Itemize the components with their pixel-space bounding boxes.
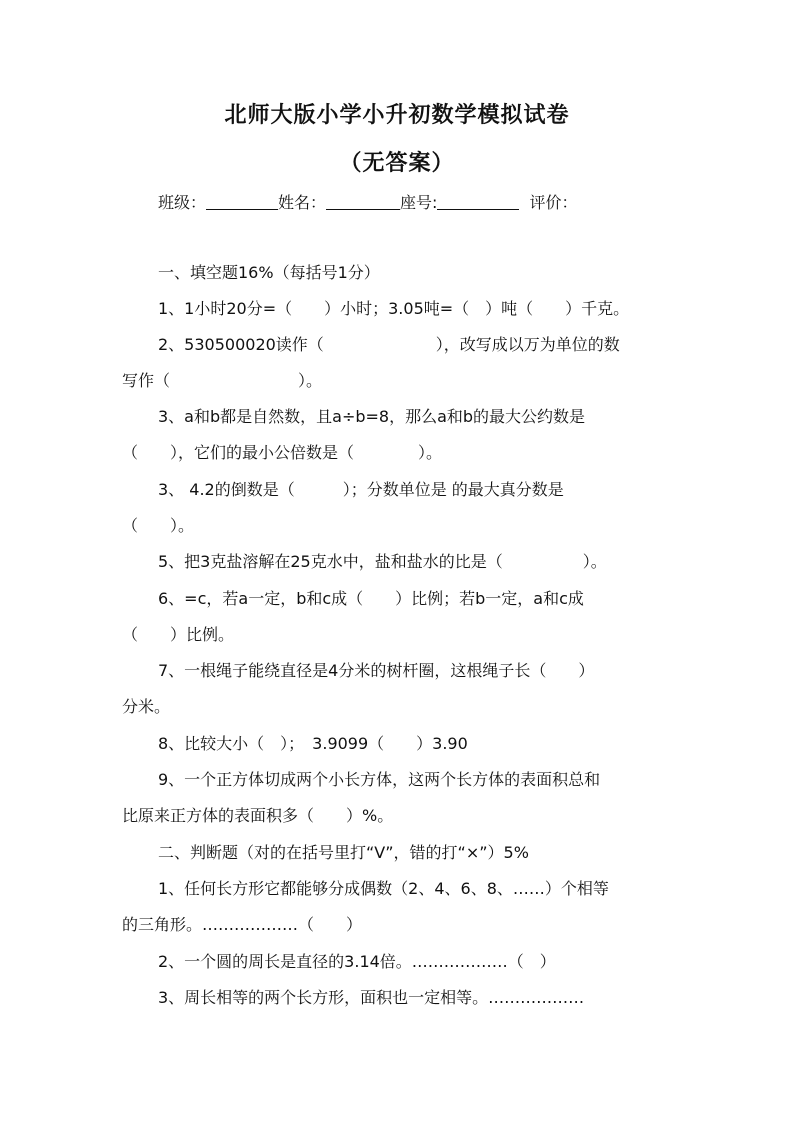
question-1-2-line-2: 写作（ ）。 xyxy=(122,371,323,390)
question-1-6-line-2: （ ）比例。 xyxy=(122,625,235,644)
student-info-row xyxy=(158,192,577,214)
seat-blank xyxy=(437,193,519,210)
question-2-3: 3、周长相等的两个长方形，面积也一定相等。……………… xyxy=(158,988,585,1007)
section-2-heading: 二、判断题（对的在括号里打“V”，错的打“×”）5% xyxy=(158,843,529,862)
question-1-7-line-2: 分米。 xyxy=(122,697,171,716)
question-1-8: 8、比较大小（ ）； 3.9099（ ）3.90 xyxy=(158,734,468,753)
name-blank xyxy=(326,193,400,210)
question-2-2: 2、一个圆的周长是直径的3.14倍。………………（ ） xyxy=(158,952,556,971)
question-1-3-line-1: 3、a和b都是自然数，且a÷b=8，那么a和b的最大公约数是 xyxy=(158,407,586,426)
page-subtitle: （无答案） xyxy=(339,150,455,176)
question-2-1-line-1: 1、任何长方形它都能够分成偶数（2、4、6、8、……）个相等 xyxy=(158,879,609,898)
question-2-1-line-2: 的三角形。………………（ ） xyxy=(122,915,363,934)
question-1-7-line-1: 7、一根绳子能绕直径是4分米的树杆圈，这根绳子长（ ） xyxy=(158,661,595,680)
question-1-9-line-1: 9、一个正方体切成两个小长方体，这两个长方体的表面积总和 xyxy=(158,770,601,789)
page-title: 北师大版小学小升初数学模拟试卷 xyxy=(224,102,570,128)
question-1-1: 1、1小时20分=（ ）小时；3.05吨=（ ）吨（ ）千克。 xyxy=(158,299,630,318)
class-label: 班级： xyxy=(158,193,207,212)
question-1-2-line-1: 2、530500020读作（ ），改写成以万为单位的数 xyxy=(158,335,620,354)
question-1-4-line-2: （ ）。 xyxy=(122,516,195,535)
question-1-6-line-1: 6、=c，若a一定，b和c成（ ）比例；若b一定，a和c成 xyxy=(158,589,584,608)
question-1-3-line-2: （ ），它们的最小公倍数是（ ）。 xyxy=(122,443,443,462)
name-label: 姓名： xyxy=(278,193,327,212)
section-1-heading: 一、填空题16%（每括号1分） xyxy=(158,263,380,282)
class-blank xyxy=(206,193,278,210)
question-1-9-line-2: 比原来正方体的表面积多（ ）%。 xyxy=(122,806,394,825)
eval-label: 评价： xyxy=(529,193,578,212)
seat-label: 座号: xyxy=(400,193,438,212)
question-1-4-line-1: 3、 4.2的倒数是（ ）；分数单位是 的最大真分数是 xyxy=(158,480,564,499)
question-1-5: 5、把3克盐溶解在25克水中，盐和盐水的比是（ ）。 xyxy=(158,552,607,571)
